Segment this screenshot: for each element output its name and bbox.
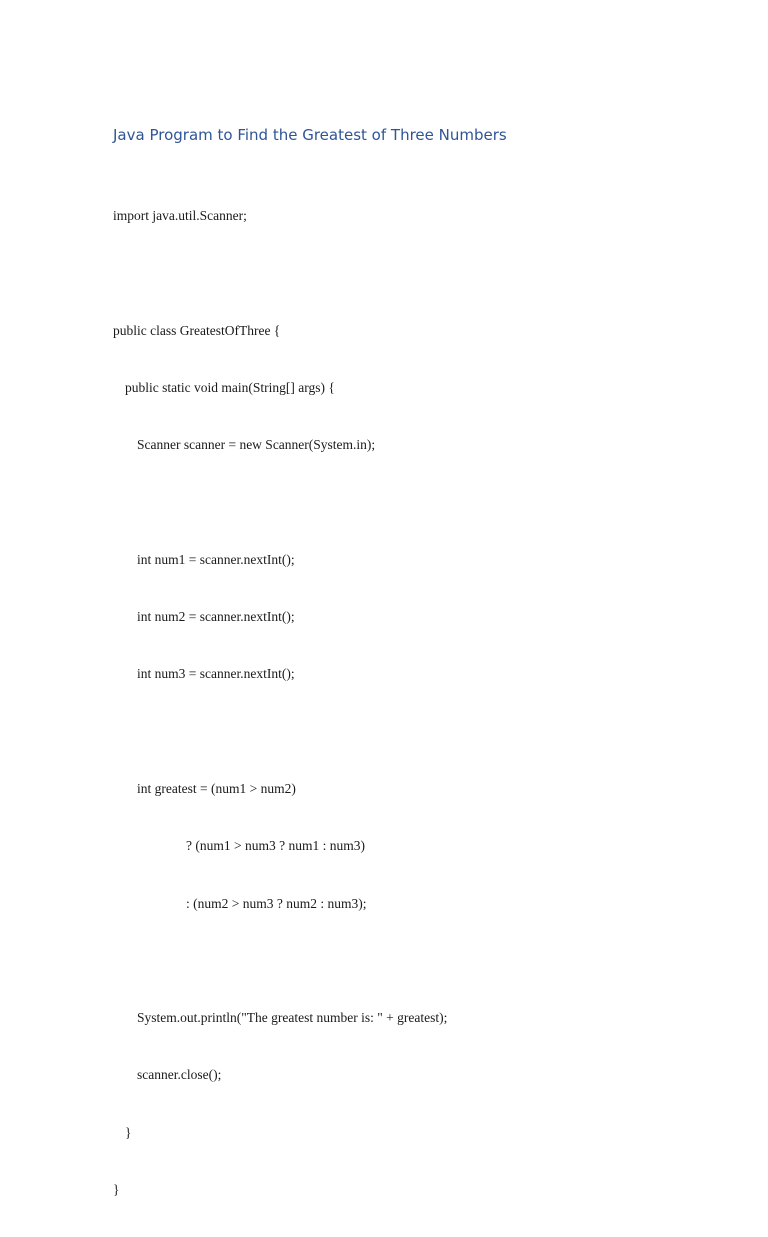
- code-line-blank: [113, 722, 447, 741]
- code-line-scanner-close: scanner.close();: [137, 1067, 222, 1083]
- code-listing: [113, 168, 447, 1237]
- code-line-num2: int num2 = scanner.nextInt();: [137, 609, 295, 625]
- code-line-blank: [113, 951, 447, 970]
- code-line-println: System.out.println("The greatest number is: " + greatest);: [137, 1010, 448, 1026]
- code-line-close-method: }: [125, 1124, 132, 1140]
- code-line-close-class: }: [113, 1181, 120, 1197]
- code-line-class-declaration: public class GreatestOfThree {: [113, 322, 281, 338]
- code-line-blank: [113, 493, 447, 512]
- code-line-ternary-false: : (num2 > num3 ? num2 : num3);: [186, 895, 367, 911]
- code-line-ternary-true: ? (num1 > num3 ? num1 : num3): [186, 838, 365, 854]
- code-line-greatest: int greatest = (num1 > num2): [137, 781, 296, 796]
- code-line-num3: int num3 = scanner.nextInt();: [137, 666, 295, 682]
- code-line-scanner-init: Scanner scanner = new Scanner(System.in);: [137, 437, 376, 453]
- code-line-num1: int num1 = scanner.nextInt();: [137, 551, 295, 567]
- code-line-main-method: public static void main(String[] args) {: [125, 380, 335, 396]
- document-title: Java Program to Find the Greatest of Three Numbers: [113, 126, 507, 144]
- code-line-import: import java.util.Scanner;: [113, 208, 247, 224]
- code-line-blank: [113, 263, 447, 282]
